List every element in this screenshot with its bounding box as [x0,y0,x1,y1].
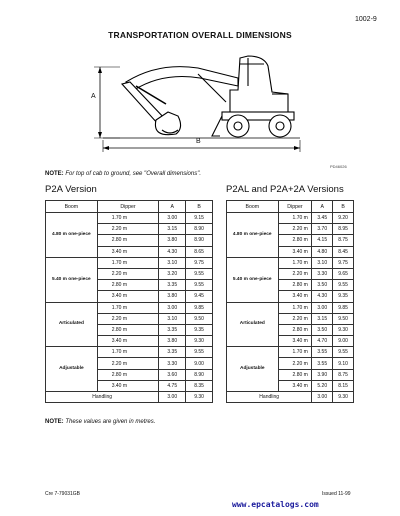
value-a-cell: 3.45 [312,213,333,224]
dipper-cell: 3.40 m [97,246,159,257]
value-a-cell: 4.15 [312,235,333,246]
column-header: Dipper [97,201,159,213]
table-row [227,257,354,268]
value-b-cell: 8.90 [186,235,213,246]
handling-value-a: 3.00 [312,392,333,403]
value-b-cell: 9.75 [186,257,213,268]
note-bottom [45,419,155,425]
value-b-cell: 9.00 [333,336,354,347]
value-a-cell: 3.00 [159,213,186,224]
dipper-cell: 2.20 m [278,268,312,279]
table-row [46,213,213,224]
value-a-cell: 3.80 [159,336,186,347]
note-bottom-prefix: NOTE: [45,419,64,425]
value-b-cell: 9.55 [186,268,213,279]
value-b-cell: 8.90 [186,369,213,380]
right-section-title: P2AL and P2A+2A Versions [226,184,344,195]
dimension-a-label: A [91,93,96,100]
value-a-cell: 4.75 [159,380,186,391]
value-b-cell: 9.35 [333,291,354,302]
dipper-cell: 2.20 m [278,224,312,235]
value-a-cell: 3.00 [159,302,186,313]
dipper-cell: 3.40 m [97,380,159,391]
dimension-b-label: B [196,138,201,145]
note-top [45,171,201,177]
column-header: Dipper [278,201,312,213]
dipper-cell: 1.70 m [278,213,312,224]
dipper-cell: 3.40 m [278,380,312,391]
boom-cell: Articulated [227,302,279,347]
handling-label: Handling [46,392,159,403]
dipper-cell: 2.20 m [97,313,159,324]
dipper-cell: 2.20 m [278,358,312,369]
dipper-cell: 2.80 m [278,369,312,380]
dipper-cell: 1.70 m [97,302,159,313]
column-header: B [333,201,354,213]
value-a-cell: 3.35 [159,347,186,358]
dipper-cell: 1.70 m [97,347,159,358]
table-row [227,302,354,313]
value-a-cell: 3.15 [312,313,333,324]
column-header: A [159,201,186,213]
boom-cell: Adjustable [227,347,279,392]
value-a-cell: 3.30 [159,358,186,369]
value-b-cell: 9.35 [186,324,213,335]
value-b-cell: 8.75 [333,369,354,380]
value-b-cell: 9.20 [333,213,354,224]
dipper-cell: 3.40 m [97,291,159,302]
right-dimensions-table [226,200,354,403]
dipper-cell: 1.70 m [278,257,312,268]
value-b-cell: 8.15 [333,380,354,391]
dipper-cell: 1.70 m [278,347,312,358]
value-b-cell: 8.35 [186,380,213,391]
page-number: 1002-9 [355,16,377,23]
handling-value-a: 3.00 [159,392,186,403]
value-b-cell: 9.75 [333,257,354,268]
value-a-cell: 3.00 [312,302,333,313]
value-b-cell: 9.85 [186,302,213,313]
table-header-row [227,201,354,213]
dipper-cell: 2.20 m [97,358,159,369]
left-dimensions-table [45,200,213,403]
table-row [227,213,354,224]
left-section-title: P2A Version [45,184,97,195]
dipper-cell: 2.80 m [97,324,159,335]
dipper-cell: 2.20 m [97,224,159,235]
table-row [46,347,213,358]
dipper-cell: 2.20 m [97,268,159,279]
value-b-cell: 9.45 [186,291,213,302]
dipper-cell: 2.80 m [278,235,312,246]
column-header: B [186,201,213,213]
boom-cell: Adjustable [46,347,98,392]
dipper-cell: 3.40 m [278,336,312,347]
value-b-cell: 8.45 [333,246,354,257]
value-b-cell: 9.55 [186,280,213,291]
boom-cell: 4.80 m one-piece [227,213,279,258]
page-title: TRANSPORTATION OVERALL DIMENSIONS [108,30,292,40]
value-b-cell: 9.85 [333,302,354,313]
value-b-cell: 9.55 [333,280,354,291]
value-b-cell: 9.15 [186,213,213,224]
column-header: Boom [46,201,98,213]
boom-cell: 5.40 m one-piece [46,257,98,302]
value-b-cell: 9.50 [333,313,354,324]
handling-label: Handling [227,392,312,403]
value-a-cell: 4.80 [312,246,333,257]
value-a-cell: 3.55 [312,358,333,369]
column-header: Boom [227,201,279,213]
value-a-cell: 3.80 [159,291,186,302]
note-bottom-text: These values are given in metres. [65,419,156,425]
value-a-cell: 3.60 [159,369,186,380]
value-a-cell: 3.35 [159,324,186,335]
dipper-cell: 2.80 m [278,324,312,335]
table-row [227,347,354,358]
note-top-prefix: NOTE: [45,171,64,177]
value-a-cell: 3.50 [312,280,333,291]
dipper-cell: 3.40 m [278,246,312,257]
value-a-cell: 3.20 [159,268,186,279]
dipper-cell: 2.80 m [97,235,159,246]
value-b-cell: 9.55 [333,347,354,358]
dipper-cell: 1.70 m [278,302,312,313]
value-b-cell: 8.75 [333,235,354,246]
value-b-cell: 9.10 [333,358,354,369]
value-b-cell: 9.65 [333,268,354,279]
value-a-cell: 3.50 [312,324,333,335]
value-a-cell: 4.30 [159,246,186,257]
dipper-cell: 3.40 m [97,336,159,347]
boom-cell: 5.40 m one-piece [227,257,279,302]
table-header-row [46,201,213,213]
value-a-cell: 3.80 [159,235,186,246]
value-a-cell: 3.35 [159,280,186,291]
handling-row [227,392,354,403]
value-b-cell: 9.50 [186,313,213,324]
value-b-cell: 9.00 [186,358,213,369]
value-b-cell: 9.55 [186,347,213,358]
column-header: A [312,201,333,213]
value-a-cell: 3.10 [312,257,333,268]
dipper-cell: 2.80 m [97,369,159,380]
figure-reference: PD46026 [330,164,347,169]
dipper-cell: 2.80 m [278,280,312,291]
footer-issue-date: Issued 11-99 [322,491,351,497]
value-b-cell: 9.30 [333,324,354,335]
handling-value-b: 9.30 [333,392,354,403]
dipper-cell: 3.40 m [278,291,312,302]
note-top-text: For top of cab to ground, see "Overall dimensions". [65,171,202,177]
value-b-cell: 8.65 [186,246,213,257]
value-b-cell: 9.30 [186,336,213,347]
value-a-cell: 4.30 [312,291,333,302]
value-a-cell: 3.55 [312,347,333,358]
table-row [46,257,213,268]
handling-row [46,392,213,403]
dipper-cell: 2.20 m [278,313,312,324]
footer-document-code: Cre 7-79031GB [45,491,81,497]
dipper-cell: 2.80 m [97,280,159,291]
dipper-cell: 1.70 m [97,257,159,268]
value-b-cell: 8.95 [333,224,354,235]
value-a-cell: 4.70 [312,336,333,347]
handling-value-b: 9.30 [186,392,213,403]
value-a-cell: 5.20 [312,380,333,391]
value-a-cell: 3.15 [159,224,186,235]
value-b-cell: 8.90 [186,224,213,235]
value-a-cell: 3.90 [312,369,333,380]
table-row [46,302,213,313]
value-a-cell: 3.10 [159,313,186,324]
value-a-cell: 3.30 [312,268,333,279]
value-a-cell: 3.70 [312,224,333,235]
boom-cell: Articulated [46,302,98,347]
dipper-cell: 1.70 m [97,213,159,224]
boom-cell: 4.80 m one-piece [46,213,98,258]
watermark: www.epcatalogs.com [232,500,319,509]
value-a-cell: 3.10 [159,257,186,268]
